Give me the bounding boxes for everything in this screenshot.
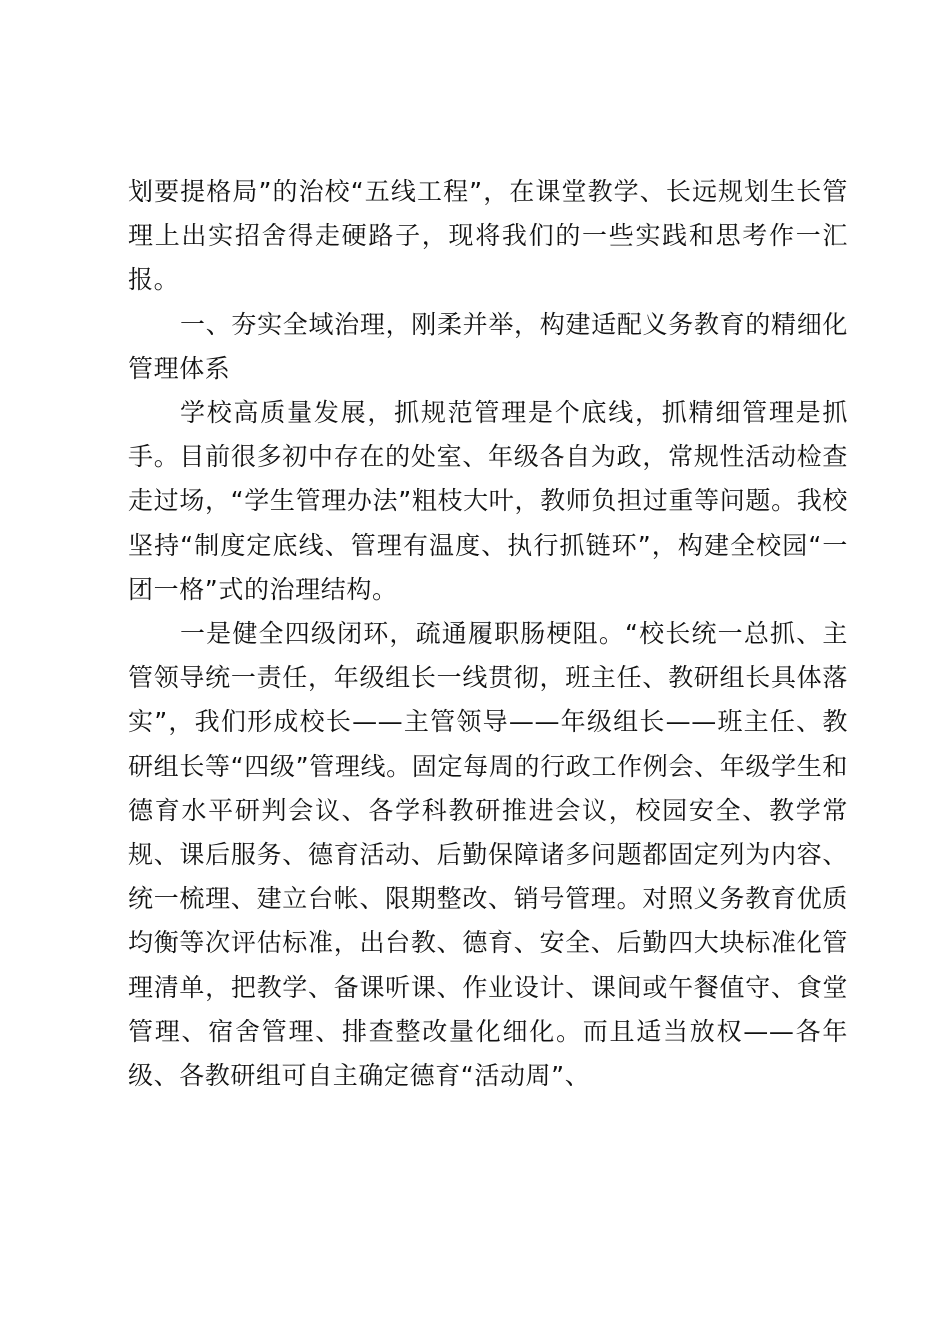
document-body [128,170,848,1098]
paragraph-four-level-loop: 一是健全四级闭环，疏通履职肠梗阻。“校长统一总抓、主管领导统一责任，年级组长一线贯彻，班主任、教研组长具体落实”，我们形成校长——主管领导——年级组长——班主任、教研组长等“四级”管理线。固定每周的行政工作例会、年级学生和德育水平研判会议、各学科教研推进会议，校园安全、教学常规、课后服务、德育活动、后勤保障诸多问题都固定列为内容、统一梳理、建立台帐、限期整改、销号管理。对照义务教育优质均衡等次评估标准，出台教、德育、安全、后勤四大块标准化管理清单，把教学、备课听课、作业设计、课间或午餐值守、食堂管理、宿舍管理、排查整改量化细化。而且适当放权——各年级、各教研组可自主确定德育“活动周”、 [128,619,848,1091]
paragraph-intro: 学校高质量发展，抓规范管理是个底线，抓精细管理是抓手。目前很多初中存在的处室、年级各自为政，常规性活动检查走过场，“学生管理办法”粗枝大叶，教师负担过重等问题。我校坚持“制度定底线、管理有温度、执行抓链环”，构建全校园“一团一格”式的治理结构。 [128,398,848,604]
section-heading-1: 一、夯实全域治理，刚柔并举，构建适配义务教育的精细化管理体系 [128,309,848,383]
paragraph-continuation: 划要提格局”的治校“五线工程”，在课堂教学、长远规划生长管理上出实招舍得走硬路子，现将我们的一些实践和思考作一汇报。 [128,177,848,295]
